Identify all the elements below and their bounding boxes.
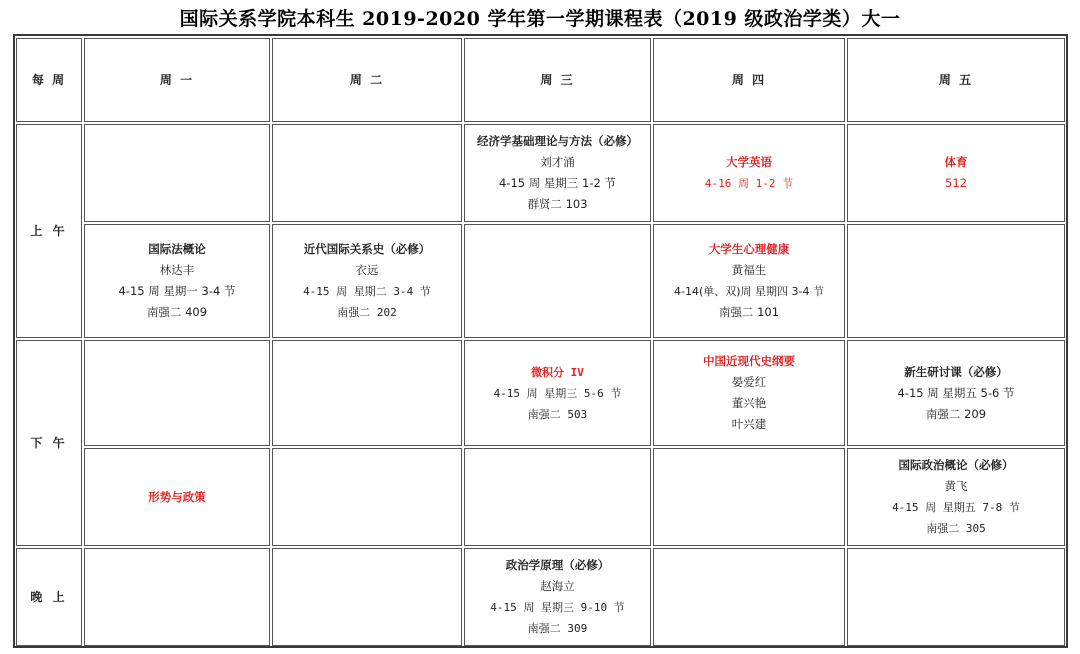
course-teacher: 赵海立 — [540, 579, 575, 593]
course-name: 形势与政策 — [148, 489, 206, 504]
course-cell-pm1-wednesday — [464, 340, 651, 446]
course-name: 政治学原理（必修） — [505, 558, 610, 572]
course-cell-eve-wednesday — [464, 548, 651, 646]
course-teacher: 黄福生 — [731, 263, 767, 277]
course-name: 近代国际关系史（必修） — [303, 242, 431, 256]
course-room: 南强二 305 — [926, 522, 986, 535]
course-teacher: 林达丰 — [159, 263, 195, 277]
course-name: 体育 — [944, 155, 968, 169]
course-cell-am1-friday — [847, 124, 1065, 222]
period-text: 上 午 — [30, 223, 68, 238]
header-thursday — [653, 38, 845, 122]
period-text: 晚 上 — [30, 589, 68, 604]
course-time: 4-15 周 星期二 3-4 节 — [303, 285, 431, 298]
slot-pm2-wednesday — [464, 448, 651, 546]
course-teacher: 晏爱红 — [731, 375, 767, 389]
course-room: 512 — [945, 176, 967, 190]
course-time: 4-14(单、双)周 星期四 3-4 节 — [673, 285, 824, 298]
course-teacher: 刘才涌 — [540, 155, 575, 169]
course-time: 4-15 周 星期三 5-6 节 — [493, 386, 622, 400]
course-teacher: 衣远 — [355, 263, 379, 277]
course-room: 南强二 409 — [146, 305, 208, 319]
course-room: 南强二 101 — [718, 305, 780, 319]
slot-am1-monday — [84, 124, 270, 222]
course-cell-am1-wednesday — [464, 124, 651, 222]
slot-pm2-tuesday — [272, 448, 462, 546]
course-room: 南强二 209 — [925, 406, 987, 421]
course-time: 4-16 周 1-2 节 — [704, 177, 794, 190]
course-cell-pm1-thursday — [653, 340, 845, 446]
period-morning — [16, 124, 82, 338]
slot-am2-wednesday — [464, 224, 651, 338]
header-text: 每 周 — [31, 72, 67, 87]
slot-am1-tuesday — [272, 124, 462, 222]
page-title: 国际关系学院本科生 2019-2020 学年第一学期课程表（2019 级政治学类）大一 — [179, 8, 901, 30]
period-afternoon — [16, 340, 82, 546]
course-cell-am2-tuesday — [272, 224, 462, 338]
header-wednesday — [464, 38, 651, 122]
course-time: 4-15 周 星期一 3-4 节 — [118, 284, 236, 298]
course-name: 新生研讨课（必修） — [904, 364, 1008, 379]
slot-eve-thursday — [653, 548, 845, 646]
slot-eve-tuesday — [272, 548, 462, 646]
course-teacher: 黄飞 — [944, 479, 968, 493]
course-cell-pm2-monday — [84, 448, 270, 546]
course-time: 4-15 周 星期五 7-8 节 — [892, 501, 1020, 514]
header-text: 周 二 — [349, 72, 385, 87]
period-text: 下 午 — [30, 435, 68, 450]
header-friday — [847, 38, 1065, 122]
slot-eve-friday — [847, 548, 1065, 646]
course-room: 群贤二 103 — [527, 197, 588, 211]
header-text: 周 五 — [938, 72, 974, 87]
course-cell-pm2-friday — [847, 448, 1065, 546]
course-cell-am1-thursday — [653, 124, 845, 222]
header-tuesday — [272, 38, 462, 122]
course-room: 南强二 202 — [337, 306, 397, 319]
course-time: 4-15 周 星期五 5-6 节 — [897, 385, 1015, 400]
course-name: 大学生心理健康 — [708, 242, 790, 256]
course-name: 微积分 IV — [531, 365, 584, 379]
course-cell-am2-monday — [84, 224, 270, 338]
slot-am2-friday — [847, 224, 1065, 338]
course-room: 南强二 309 — [527, 622, 588, 635]
slot-pm1-tuesday — [272, 340, 462, 446]
course-teacher: 叶兴建 — [731, 417, 767, 431]
header-text: 周 一 — [159, 72, 195, 87]
slot-pm2-thursday — [653, 448, 845, 546]
course-name: 国际政治概论（必修） — [898, 458, 1014, 472]
course-name: 国际法概论 — [148, 242, 206, 256]
period-evening — [16, 548, 82, 646]
header-weekday-label — [16, 38, 82, 122]
course-cell-am2-thursday — [653, 224, 845, 338]
header-monday — [84, 38, 270, 122]
course-time: 4-15 周 星期三 1-2 节 — [498, 176, 616, 190]
header-text: 周 四 — [731, 72, 767, 87]
slot-eve-monday — [84, 548, 270, 646]
course-name: 中国近现代史纲要 — [703, 354, 795, 368]
course-room: 南强二 503 — [527, 407, 588, 421]
course-time: 4-15 周 星期三 9-10 节 — [490, 601, 625, 614]
slot-pm1-monday — [84, 340, 270, 446]
course-teacher: 董兴艳 — [731, 396, 767, 410]
course-name: 经济学基础理论与方法（必修） — [477, 134, 638, 148]
course-cell-pm1-friday — [847, 340, 1065, 446]
course-name: 大学英语 — [726, 155, 772, 169]
header-text: 周 三 — [540, 72, 575, 87]
